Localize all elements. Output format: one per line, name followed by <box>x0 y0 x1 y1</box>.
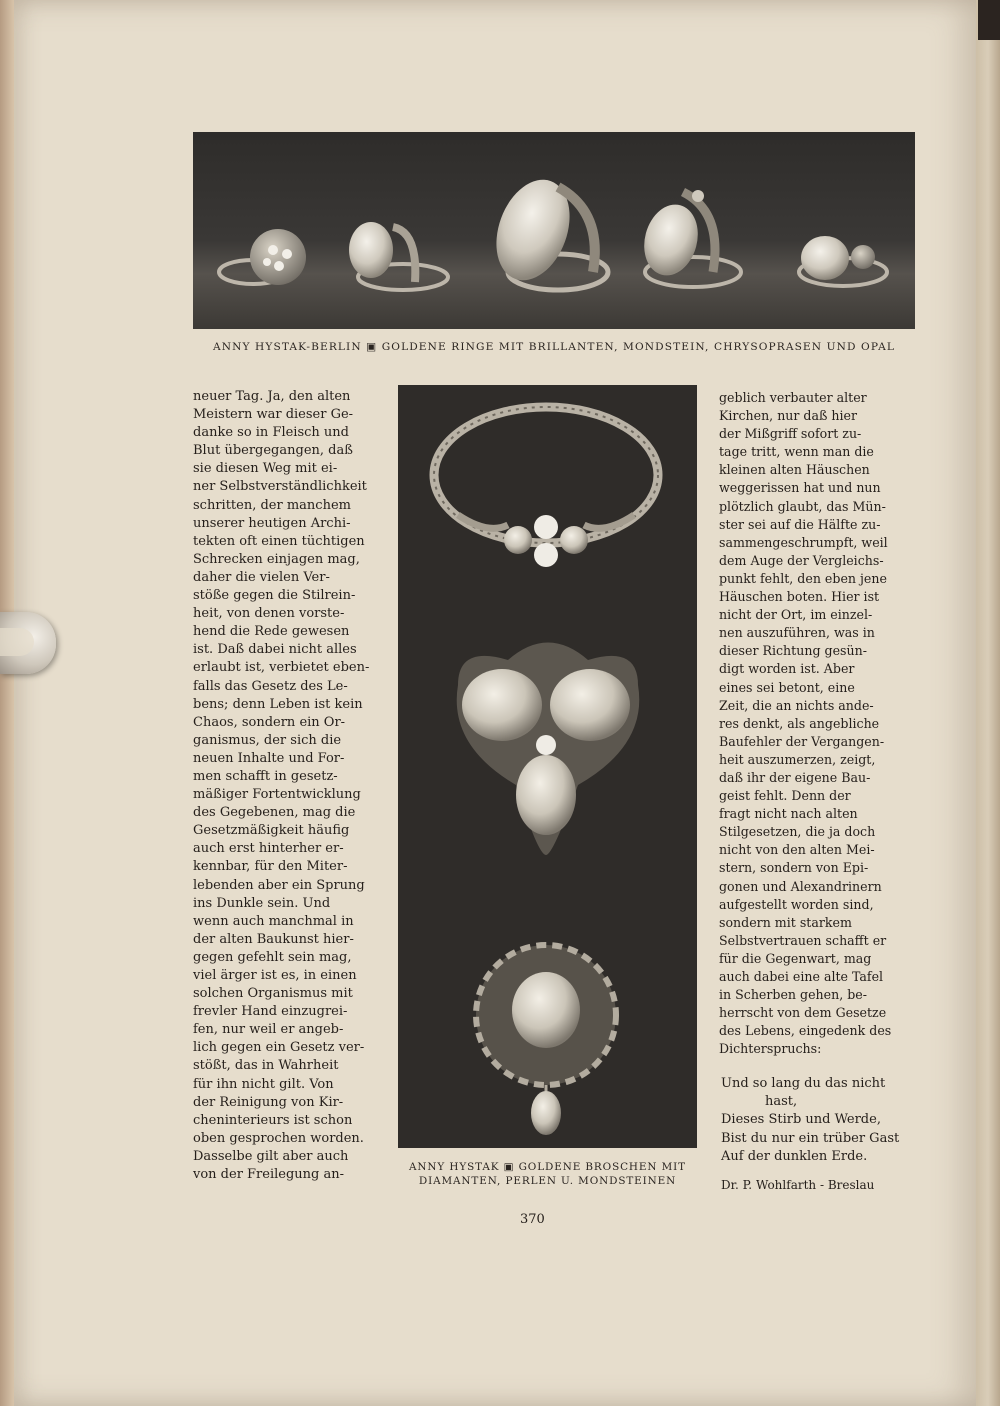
text-line: res denkt, als angebliche <box>719 715 880 731</box>
text-line: des Lebens, eingedenk des <box>719 1023 892 1039</box>
poem-quote <box>721 1075 921 1166</box>
text-line: lich gegen ein Gesetz ver- <box>193 1040 365 1056</box>
text-line: oben gesprochen worden. <box>193 1130 364 1146</box>
text-line: Meistern war dieser Ge- <box>193 407 354 423</box>
text-line: Zeit, die an nichts ande- <box>719 697 874 713</box>
text-line: sie diesen Weg mit ei- <box>193 461 338 477</box>
text-line: gonen und Alexandrinern <box>719 878 882 894</box>
left-text-column <box>193 388 373 1184</box>
text-line: ner Selbstverständlichkeit <box>193 479 367 495</box>
text-line: für die Gegenwart, mag <box>719 950 872 966</box>
text-line: heit auszumerzen, zeigt, <box>719 751 876 767</box>
text-line: aufgestellt worden sind, <box>719 896 874 912</box>
text-line: eines sei betont, eine <box>719 679 855 695</box>
text-line: Gesetzmäßigkeit häufig <box>193 823 350 839</box>
text-line: digt worden ist. Aber <box>719 661 855 677</box>
brooches-photograph <box>398 385 697 1148</box>
text-line: tage tritt, wenn man die <box>719 444 874 460</box>
text-line: dem Auge der Vergleichs- <box>719 552 884 568</box>
text-line: Baufehler der Vergangen- <box>719 733 885 749</box>
text-line: erlaubt ist, verbietet eben- <box>193 660 370 676</box>
text-line: Chaos, sondern ein Or- <box>193 714 346 730</box>
text-line: frevler Hand einzugrei- <box>193 1004 348 1020</box>
text-line: unserer heutigen Archi- <box>193 515 351 531</box>
rings-photograph <box>193 132 915 329</box>
poem-line: Und so lang du das nicht <box>721 1076 886 1091</box>
text-line: viel ärger ist es, in einen <box>193 968 357 983</box>
text-line: daher die vielen Ver- <box>193 569 330 585</box>
rings-image <box>193 132 915 329</box>
text-line: nicht von den alten Mei- <box>719 842 875 858</box>
text-line: stöße gegen die Stilrein- <box>193 588 356 604</box>
text-line: neuen Inhalte und For- <box>193 750 345 766</box>
text-line: von der Freilegung an- <box>193 1167 345 1183</box>
text-line: ins Dunkle sein. Und <box>193 895 331 911</box>
text-line: nicht der Ort, im einzel- <box>719 607 873 623</box>
text-line: solchen Organismus mit <box>193 986 353 1002</box>
page-clip <box>0 612 56 674</box>
brooch-trefoil <box>457 643 640 856</box>
text-line: schritten, der manchem <box>193 497 351 513</box>
text-line: ist. Daß dabei nicht alles <box>193 642 357 658</box>
text-line: heit, von denen vorste- <box>193 606 345 622</box>
text-line: Dichterspruchs: <box>719 1041 822 1057</box>
text-line: Häuschen boten. Hier ist <box>719 589 880 605</box>
text-line: kleinen alten Häuschen <box>719 462 870 478</box>
text-line: Schrecken einjagen mag, <box>193 551 360 567</box>
text-line: fen, nur weil er angeb- <box>193 1022 344 1038</box>
text-line: geblich verbauter alter <box>719 390 867 405</box>
poem-line: hast, <box>765 1094 798 1110</box>
brooches-image <box>398 385 697 1148</box>
text-line: falls das Gesetz des Le- <box>193 678 348 694</box>
text-line: stern, sondern von Epi- <box>719 860 869 876</box>
poem-line: Dieses Stirb und Werde, <box>721 1112 881 1128</box>
text-line: dieser Richtung gesün- <box>719 643 867 659</box>
figure-caption-top: ANNY HYSTAK-BERLIN ▣ GOLDENE RINGE MIT BRILLANTEN, MONDSTEIN, CHRYSOPRASEN UND OPAL <box>213 341 895 353</box>
ring-3 <box>483 170 608 291</box>
text-line: Blut übergegangen, daß <box>193 443 353 459</box>
text-line: tekten oft einen tüchtigen <box>193 533 365 549</box>
page-edge-right <box>976 0 1000 1406</box>
ring-2 <box>349 222 448 290</box>
brooch-pendant <box>476 945 616 1135</box>
figure-caption-middle <box>398 1160 697 1188</box>
text-line: Stilgesetzen, die ja doch <box>719 824 876 840</box>
text-line: kennbar, für den Miter- <box>193 859 348 875</box>
caption-line-2: DIAMANTEN, PERLEN U. MONDSTEINEN <box>418 1175 677 1187</box>
text-line: des Gegebenen, mag die <box>193 805 356 821</box>
text-line: sammengeschrumpft, weil <box>719 534 888 550</box>
text-line: Dasselbe gilt aber auch <box>193 1148 349 1164</box>
text-line: gegen gefehlt sein mag, <box>193 949 352 965</box>
text-line: wenn auch manchmal in <box>193 913 354 929</box>
text-line: der alten Baukunst hier- <box>193 931 354 947</box>
text-line: hend die Rede gewesen <box>193 624 350 640</box>
text-line: auch dabei eine alte Tafel <box>719 969 884 984</box>
brooch-necklace <box>434 407 658 567</box>
text-line: für ihn nicht gilt. Von <box>193 1076 334 1092</box>
text-line: nen auszuführen, was in <box>719 625 875 641</box>
ring-5 <box>799 236 887 286</box>
text-line: men schafft in gesetz- <box>193 768 338 784</box>
text-line: weggerissen hat und nun <box>719 480 881 496</box>
text-line: lebenden aber ein Sprung <box>193 877 365 893</box>
text-line: danke so in Fleisch und <box>193 425 349 441</box>
right-text-column <box>719 389 915 1058</box>
text-line: neuer Tag. Ja, den alten <box>193 389 351 404</box>
author-signature: Dr. P. Wohlfarth - Breslau <box>721 1178 875 1192</box>
text-line: der Reinigung von Kir- <box>193 1094 344 1110</box>
caption-line-1: ANNY HYSTAK ▣ GOLDENE BROSCHEN MIT <box>409 1161 686 1173</box>
text-line: bens; denn Leben ist kein <box>193 696 363 712</box>
binding-shadow <box>978 0 1000 40</box>
text-line: auch erst hinterher er- <box>193 841 344 857</box>
ring-1 <box>219 229 306 285</box>
poem-line: Bist du nur ein trüber Gast <box>721 1130 900 1146</box>
text-line: der Mißgriff sofort zu- <box>719 426 862 442</box>
text-line: mäßiger Fortentwicklung <box>193 787 361 803</box>
text-line: punkt fehlt, den eben jene <box>719 570 887 586</box>
text-line: sondern mit starkem <box>719 914 852 930</box>
text-line: in Scherben gehen, be- <box>719 987 868 1003</box>
text-line: Kirchen, nur daß hier <box>719 408 858 424</box>
text-line: stößt, das in Wahrheit <box>193 1058 339 1074</box>
text-line: ganismus, der sich die <box>193 732 342 748</box>
text-line: fragt nicht nach alten <box>719 806 858 822</box>
page-number: 370 <box>520 1212 545 1227</box>
text-line: geist fehlt. Denn der <box>719 788 851 804</box>
text-line: ster sei auf die Hälfte zu- <box>719 516 881 532</box>
text-line: daß ihr der eigene Bau- <box>719 769 871 785</box>
poem-line: Auf der dunklen Erde. <box>721 1148 868 1164</box>
text-line: cheninterieurs ist schon <box>193 1112 353 1128</box>
text-line: herrscht von dem Gesetze <box>719 1005 887 1021</box>
text-line: plötzlich glaubt, das Mün- <box>719 498 886 514</box>
text-line: Selbstvertrauen schafft er <box>719 932 887 948</box>
ring-4 <box>637 190 741 287</box>
